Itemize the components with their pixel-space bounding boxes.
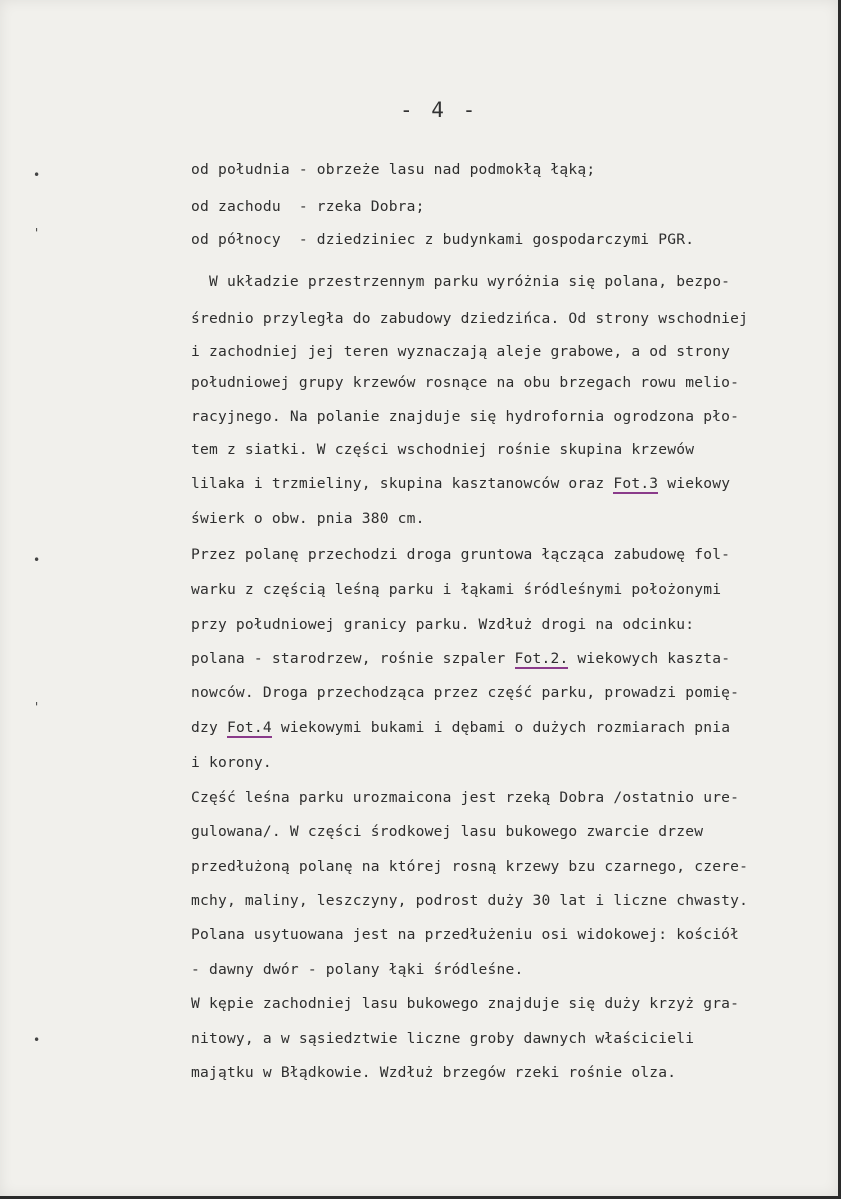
text-line: od zachodu - rzeka Dobra; <box>191 198 425 215</box>
text-segment: dzy <box>191 719 227 736</box>
text-line <box>191 649 841 669</box>
margin-mark: ' <box>33 226 41 240</box>
text-line: W układzie przestrzennym parku wyróżnia się polana, bezpo- <box>191 273 731 290</box>
text-line: Polana usytuowana jest na przedłużeniu osi widokowej: kościół <box>191 926 740 943</box>
text-line: od południa - obrzeże lasu nad podmokłą łąką; <box>191 161 596 178</box>
text-line: gulowana/. W części środkowej lasu bukowego zwarcie drzew <box>191 823 704 840</box>
margin-mark: • <box>33 168 41 182</box>
text-line: przy południowej granicy parku. Wzdłuż drogi na odcinku: <box>191 616 695 633</box>
text-line: mchy, maliny, leszczyny, podrost duży 30 lat i liczne chwasty. <box>191 892 749 909</box>
text-line: warku z częścią leśną parku i łąkami śródleśnymi położonymi <box>191 581 722 598</box>
text-line: i korony. <box>191 754 272 771</box>
text-line: średnio przyległa do zabudowy dziedzińca. Od strony wschodniej <box>191 310 749 327</box>
text-line <box>191 718 841 738</box>
margin-mark: ' <box>33 700 41 714</box>
text-line <box>191 474 841 494</box>
text-segment: lilaka i trzmieliny, skupina kasztanowców oraz <box>191 475 614 492</box>
text-line: przedłużoną polanę na której rosną krzewy bzu czarnego, czere- <box>191 858 749 875</box>
text-segment: wiekowy <box>658 475 731 492</box>
text-line: majątku w Błądkowie. Wzdłuż brzegów rzeki rośnie olza. <box>191 1064 677 1081</box>
text-line: tem z siatki. W części wschodniej rośnie skupina krzewów <box>191 441 695 458</box>
text-line: racyjnego. Na polanie znajduje się hydrofornia ogrodzona pło- <box>191 408 740 425</box>
text-line: południowej grupy krzewów rosnące na obu brzegach rowu melio- <box>191 374 740 391</box>
margin-mark: • <box>33 553 41 567</box>
photo-reference: Fot.3 <box>613 475 659 492</box>
photo-reference: Fot.2. <box>514 650 569 667</box>
photo-reference: Fot.4 <box>226 719 272 736</box>
text-line: i zachodniej jej teren wyznaczają aleje grabowe, a od strony <box>191 343 731 360</box>
text-line: świerk o obw. pnia 380 cm. <box>191 510 425 527</box>
text-line: Przez polanę przechodzi droga gruntowa łącząca zabudowę fol- <box>191 546 731 563</box>
text-line: nowców. Droga przechodząca przez część parku, prowadzi pomię- <box>191 684 740 701</box>
margin-mark: • <box>33 1033 41 1047</box>
text-line: - dawny dwór - polany łąki śródleśne. <box>191 961 524 978</box>
text-segment: polana - starodrzew, rośnie szpaler <box>191 650 515 667</box>
text-line: W kępie zachodniej lasu bukowego znajduje się duży krzyż gra- <box>191 995 740 1012</box>
page-number: - 4 - <box>400 98 479 122</box>
text-line: od północy - dziedziniec z budynkami gospodarczymi PGR. <box>191 231 695 248</box>
text-line: Część leśna parku urozmaicona jest rzeką Dobra /ostatnio ure- <box>191 789 740 806</box>
text-line: nitowy, a w sąsiedztwie liczne groby dawnych właścicieli <box>191 1030 695 1047</box>
text-segment: wiekowych kaszta- <box>568 650 731 667</box>
text-segment: wiekowymi bukami i dębami o dużych rozmiarach pnia <box>271 719 731 736</box>
